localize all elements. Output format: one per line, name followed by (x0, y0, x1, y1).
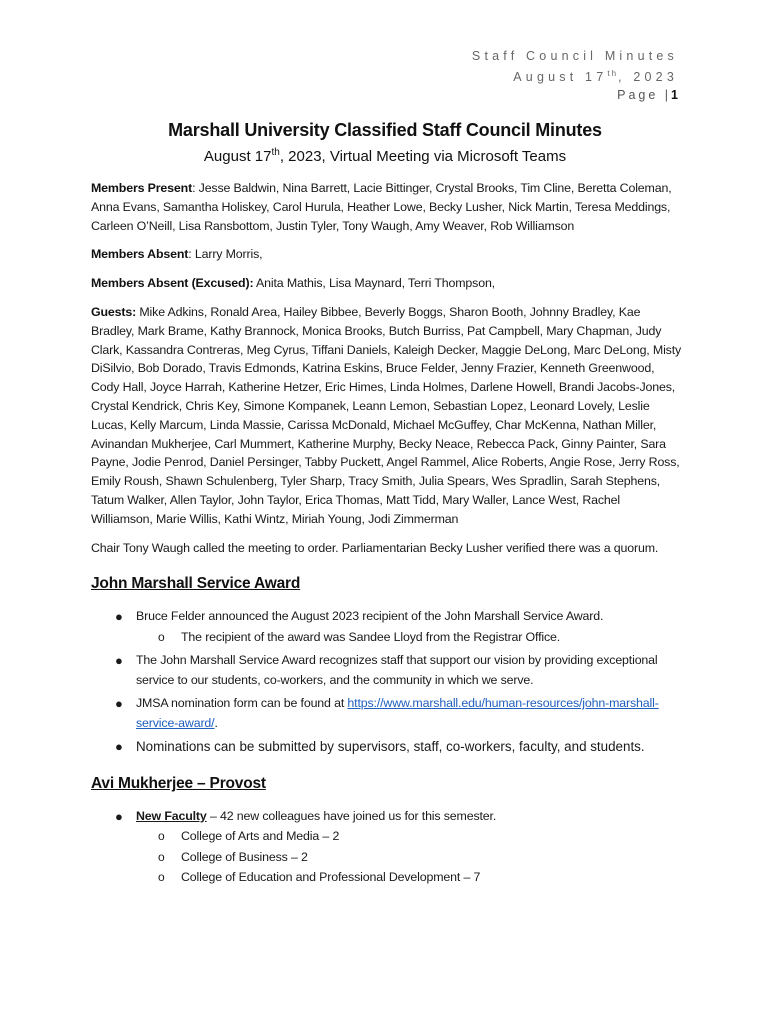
provost-list (91, 807, 683, 888)
sub-list-item: o College of Arts and Media – 2 (136, 826, 683, 847)
new-faculty-label: New Faculty (136, 808, 207, 823)
page-header (472, 47, 678, 104)
members-present-label: Members Present (91, 181, 193, 195)
list-item: ● Bruce Felder announced the August 2023 recipient of the John Marshall Service Award. o The recipient of the award was Sandee Lloyd from the Registrar Office. (91, 607, 683, 647)
document-title: Marshall University Classified Staff Council Minutes (168, 120, 602, 140)
circle-bullet-icon: o (158, 849, 165, 864)
guests-label: Guests: (91, 304, 137, 319)
circle-bullet-icon: o (158, 829, 165, 844)
sub-list-item: o The recipient of the award was Sandee Lloyd from the Registrar Office. (136, 627, 683, 648)
service-award-list (91, 607, 683, 757)
document-body (91, 179, 683, 892)
sub-list-item: o College of Business – 2 (136, 847, 683, 868)
members-absent: Members Absent: Larry Morris, (91, 247, 263, 262)
page-number: Page |1 (617, 88, 678, 103)
circle-bullet-icon: o (158, 870, 165, 885)
bullet-icon: ● (115, 653, 123, 669)
members-excused-label: Members Absent (Excused): (91, 276, 254, 291)
section-heading-provost: Avi Mukherjee – Provost (91, 774, 266, 792)
section-heading-service-award: John Marshall Service Award (91, 575, 301, 593)
bullet-icon: ● (115, 696, 123, 712)
bullet-icon: ● (115, 609, 123, 625)
members-present: Members Present: Jesse Baldwin, Nina Barrett, Lacie Bittinger, Crystal Brooks, Tim Cline, Beretta Coleman, Anna Evans, Samantha Holiskey, Carol Hurula, Heather Lowe, Becky Lusher, Nick Martin, Teresa Meddings, Carleen O’Neill, Lisa Ransbottom, Justin Tyler, Tony Waugh, Amy Weaver, Rob Williamson (91, 181, 672, 233)
document-subtitle: August 17th, 2023, Virtual Meeting via Microsoft Teams (203, 147, 567, 165)
bullet-icon: ● (115, 739, 123, 755)
call-to-order: Chair Tony Waugh called the meeting to order. Parliamentarian Becky Lusher verified there was a quorum. (91, 540, 659, 555)
circle-bullet-icon: o (158, 629, 165, 644)
list-item: ● JMSA nomination form can be found at https://www.marshall.edu/human-resources/john-marshall-service-award/. (115, 696, 659, 730)
members-excused: Members Absent (Excused): Anita Mathis, Lisa Maynard, Terri Thompson, (91, 276, 495, 291)
guests: Guests: Mike Adkins, Ronald Area, Hailey Bibbee, Beverly Boggs, Sharon Booth, Johnny Bradley, Kae Bradley, Mark Brame, Kathy Brannock, Monica Brooks, Butch Burriss, Pat Campbell, Mary Chapman, Judy Clark, Kassandra Contreras, Meg Cyrus, Tiffani Daniels, Kaleigh Decker, Maggie DeLong, Marc DeLong, Misty DiSilvio, Bob Dorado, Travis Edmonds, Katrina Eskins, Bruce Felder, Jenny Frazier, Kenneth Greenwood, Cody Hall, Joyce Harrah, Katherine Hetzer, Eric Himes, Linda Holmes, Darlene Howell, Brandi Jacobs-Jones, Crystal Kendrick, Chris Key, Simone Kompanek, Leann Lemon, Sebastian Lopez, Leonard Lovely, Leslie Lucas, Kelly Marcum, Linda Massie, Carissa McDonald, Michael McGuffey, Char McKenna, Nathan Miller, Avinandan Mukherjee, Carl Mummert, Katherine Murphy, Becky Neace, Rebecca Pack, Ginny Painter, Sara Payne, Jodie Penrod, Daniel Persinger, Tabby Puckett, Angel Rammel, Alice Roberts, Angie Rose, Jerry Ross, Emily Roush, Shawn Schulenberg, Tyler Sharp, Tracy Smith, Julia Spears, Wes Spradlin, Sarah Stephens, Tatum Walker, Allen Taylor, John Taylor, Erica Thomas, Matt Tidd, Mary Waller, Lance West, Rachel Williamson, Marie Willis, Kathi Wintz, Miriah Young, Jodi Zimmerman (91, 304, 682, 526)
list-item: ● Nominations can be submitted by supervisors, staff, co-workers, faculty, and students. (91, 737, 683, 757)
members-absent-label: Members Absent (91, 247, 189, 262)
sub-list (136, 627, 683, 648)
list-item: ● New Faculty – 42 new colleagues have joined us for this semester. o College of Arts and Media – 2 o College of Business – 2 o College of Education and Professional Development – 7 (91, 807, 683, 888)
jmsa-nomination-link[interactable]: https://www.marshall.edu/human-resources/john-marshall-service-award/ (136, 696, 659, 730)
sub-list-item: o College of Education and Professional Development – 7 (136, 867, 683, 888)
list-item: ● The John Marshall Service Award recognizes staff that support our vision by providing exceptional service to our students, co-workers, and the community in which we serve. (115, 653, 658, 687)
sub-list (136, 826, 683, 888)
header-date: August 17th, 2023 (513, 69, 678, 85)
header-title: Staff Council Minutes (471, 49, 678, 63)
bullet-icon: ● (115, 808, 123, 824)
